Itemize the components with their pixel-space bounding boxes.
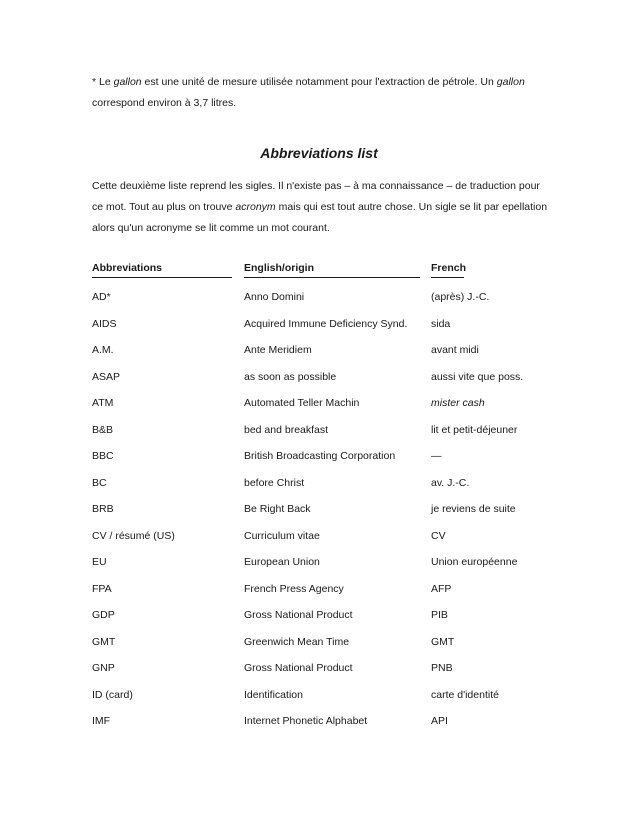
table-row [92,473,552,500]
french-cell: avant midi [431,344,479,356]
table-row [92,579,552,606]
intro-italic-word: acronym [235,201,276,213]
abbreviation-cell: ID (card) [92,688,133,701]
abbreviation-cell: GDP [92,609,115,621]
english-origin-cell: Anno Domini [244,291,305,303]
french-cell: je reviens de suite [431,503,516,515]
abbreviation-cell: GMT [92,635,116,648]
french-cell: PIB [431,609,448,621]
abbreviation-cell: A.M. [92,344,114,356]
table-header-row [92,259,552,287]
abbreviation-cell: B&B [92,423,114,436]
french-cell: av. J.-C. [431,476,470,489]
table-row [92,711,552,738]
abbreviation-cell: BC [92,476,107,489]
english-origin-cell: bed and breakfast [244,423,329,436]
intro-text: Cette deuxième liste reprend les sigles. Il n'existe pas – à ma connaissance – de traduction pour ce mot. Tout au plus on trouve [92,180,540,213]
table-row [92,287,552,314]
footnote-text: correspond environ à 3,7 litres. [92,97,237,109]
footnote-italic-word: gallon [496,76,525,88]
english-origin-cell: Identification [244,688,303,701]
abbreviation-cell: ASAP [92,370,121,383]
gallon-footnote [92,72,552,114]
french-cell: GMT [431,635,455,648]
abbreviation-cell: EU [92,556,107,568]
intro-text: mais qui est tout autre chose. Un sigle se lit par epellation alors qu'un acronyme se lit comme un mot courant. [92,201,548,234]
abbreviation-cell: GNP [92,662,115,674]
french-cell: Union européenne [431,556,518,568]
french-cell: lit et petit-déjeuner [431,423,518,436]
english-origin-cell: before Christ [244,476,305,489]
intro-paragraph [92,176,552,239]
table-row [92,420,552,447]
french-cell: PNB [431,662,453,674]
french-cell: aussi vite que poss. [431,370,524,383]
english-origin-cell: British Broadcasting Corporation [244,450,396,462]
french-cell: mister cash [431,397,485,409]
english-origin-cell: Automated Teller Machin [244,397,360,409]
english-origin-cell: Ante Meridiem [244,344,312,356]
table-row [92,314,552,341]
english-origin-cell: French Press Agency [244,582,344,595]
abbreviation-cell: ATM [92,397,114,409]
table-row [92,340,552,367]
abbreviation-cell: AIDS [92,317,117,330]
abbreviation-cell: CV / résumé (US) [92,529,175,542]
english-origin-cell: Be Right Back [244,503,311,515]
header-abbreviations: Abbreviations [92,259,232,278]
french-cell: carte d'identité [431,688,499,701]
table-row [92,367,552,394]
abbreviations-table [92,259,552,738]
table-row [92,446,552,473]
french-cell: CV [431,529,446,542]
english-origin-cell: Greenwich Mean Time [244,635,350,648]
abbreviation-cell: AD* [92,291,111,303]
table-row [92,526,552,553]
abbreviation-cell: FPA [92,582,112,595]
english-origin-cell: Internet Phonetic Alphabet [244,715,368,727]
table-row [92,552,552,579]
french-cell: — [431,450,442,462]
section-title: Abbreviations list [260,145,378,161]
english-origin-cell: Gross National Product [244,609,353,621]
english-origin-cell: as soon as possible [244,370,337,383]
header-english-origin: English/origin [244,259,420,278]
footnote-italic-word: gallon [113,76,142,88]
table-row [92,499,552,526]
table-row [92,393,552,420]
french-cell: (après) J.-C. [431,291,490,303]
table-body [92,287,552,738]
header-french: French [431,259,464,278]
footnote-text: * Le [92,76,114,88]
abbreviation-cell: IMF [92,715,111,727]
english-origin-cell: Acquired Immune Deficiency Synd. [244,317,408,330]
french-cell: sida [431,317,451,330]
table-row [92,605,552,632]
french-cell: AFP [431,582,452,595]
abbreviation-cell: BBC [92,450,114,462]
footnote-text: est une unité de mesure utilisée notamment pour l'extraction de pétrole. Un [141,76,497,88]
english-origin-cell: Curriculum vitae [244,529,320,542]
table-row [92,658,552,685]
abbreviation-cell: BRB [92,503,114,515]
table-row [92,632,552,659]
table-row [92,685,552,712]
english-origin-cell: European Union [244,556,320,568]
french-cell: API [431,715,448,727]
english-origin-cell: Gross National Product [244,662,353,674]
